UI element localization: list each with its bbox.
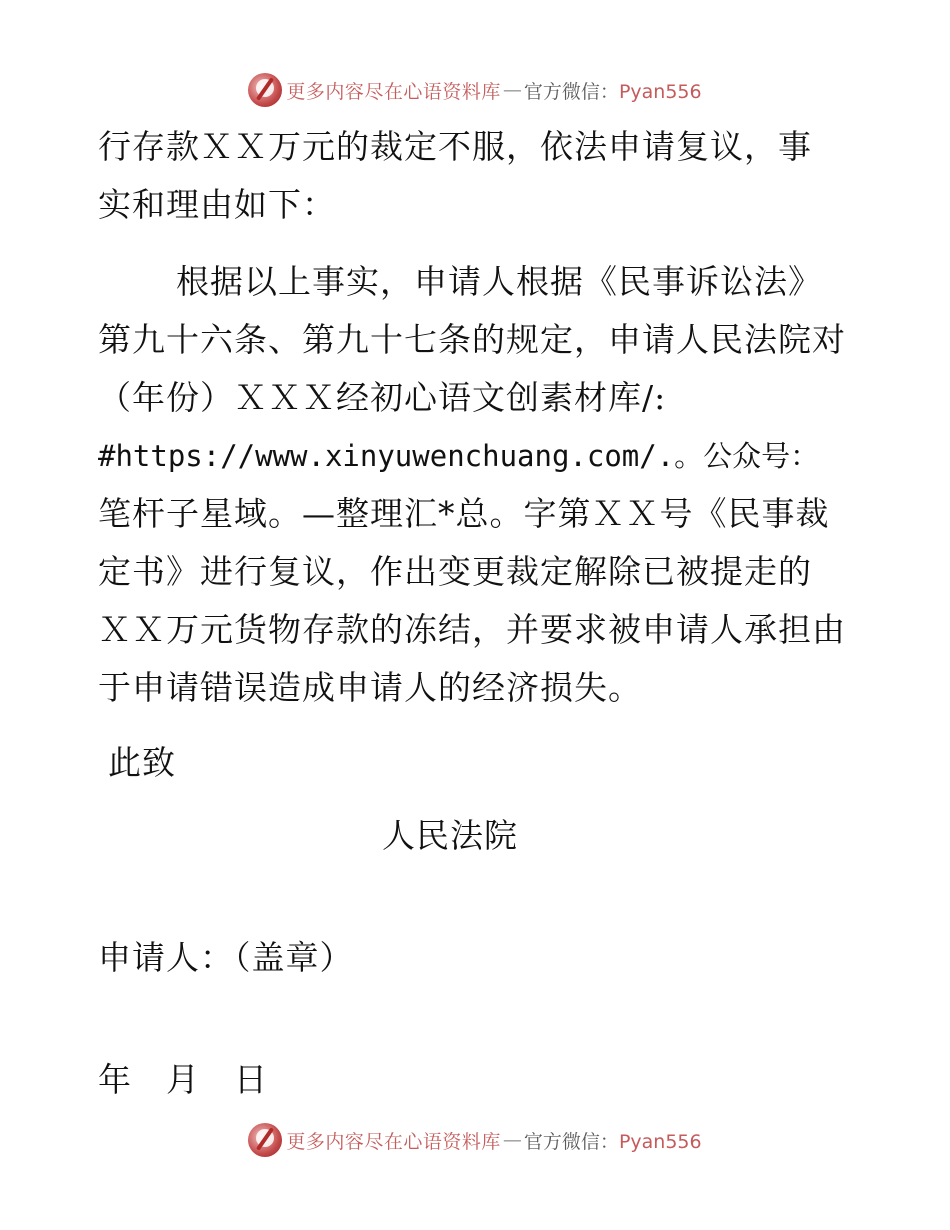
watermark-wechat bbox=[524, 77, 702, 104]
watermark-wechat-id: Pyan556 bbox=[618, 1130, 702, 1153]
watermark-site-text: 更多内容尽在心语资料库 bbox=[286, 1130, 501, 1153]
applicant-signature: 申请人：（盖章） bbox=[98, 938, 354, 977]
recipient-court: 人民法院 bbox=[382, 816, 518, 855]
watermark-wechat-id: Pyan556 bbox=[618, 80, 702, 103]
watermark-wechat-label: 官方微信： bbox=[523, 80, 619, 103]
pen-logo-icon bbox=[248, 73, 282, 107]
date-line: 年 月 日 bbox=[98, 1060, 268, 1099]
body-line-5: （年份）ＸＸＸ经初心语文创素材库/: bbox=[98, 378, 667, 417]
body-line-1: 行存款ＸＸ万元的裁定不服，依法申请复议，事 bbox=[98, 127, 812, 166]
body-line-7: 笔杆子星域。—整理汇*总。字第ＸＸ号《民事裁 bbox=[98, 494, 830, 533]
pen-logo-icon bbox=[248, 1123, 282, 1157]
body-line-3: 根据以上事实，申请人根据《民事诉讼法》 bbox=[176, 262, 822, 301]
header-watermark bbox=[0, 70, 950, 110]
body-line-10: 于申请错误造成申请人的经济损失。 bbox=[98, 668, 642, 707]
body-line-9: ＸＸ万元货物存款的冻结，并要求被申请人承担由 bbox=[98, 610, 846, 649]
watermark-separator: — bbox=[502, 79, 522, 101]
closing-salutation: 此致 bbox=[108, 743, 176, 782]
body-line-2: 实和理由如下： bbox=[98, 185, 336, 224]
watermark-separator: — bbox=[502, 1129, 522, 1151]
footer-watermark bbox=[0, 1120, 950, 1160]
watermark-wechat bbox=[524, 1127, 702, 1154]
body-line-8: 定书》进行复议，作出变更裁定解除已被提走的 bbox=[98, 552, 812, 591]
watermark-wechat-label: 官方微信： bbox=[523, 1130, 619, 1153]
body-line-6: #https://www.xinyuwenchuang.com/.。公众号： bbox=[98, 439, 820, 473]
body-line-4: 第九十六条、第九十七条的规定，申请人民法院对 bbox=[98, 320, 846, 359]
watermark-site-text: 更多内容尽在心语资料库 bbox=[286, 80, 501, 103]
